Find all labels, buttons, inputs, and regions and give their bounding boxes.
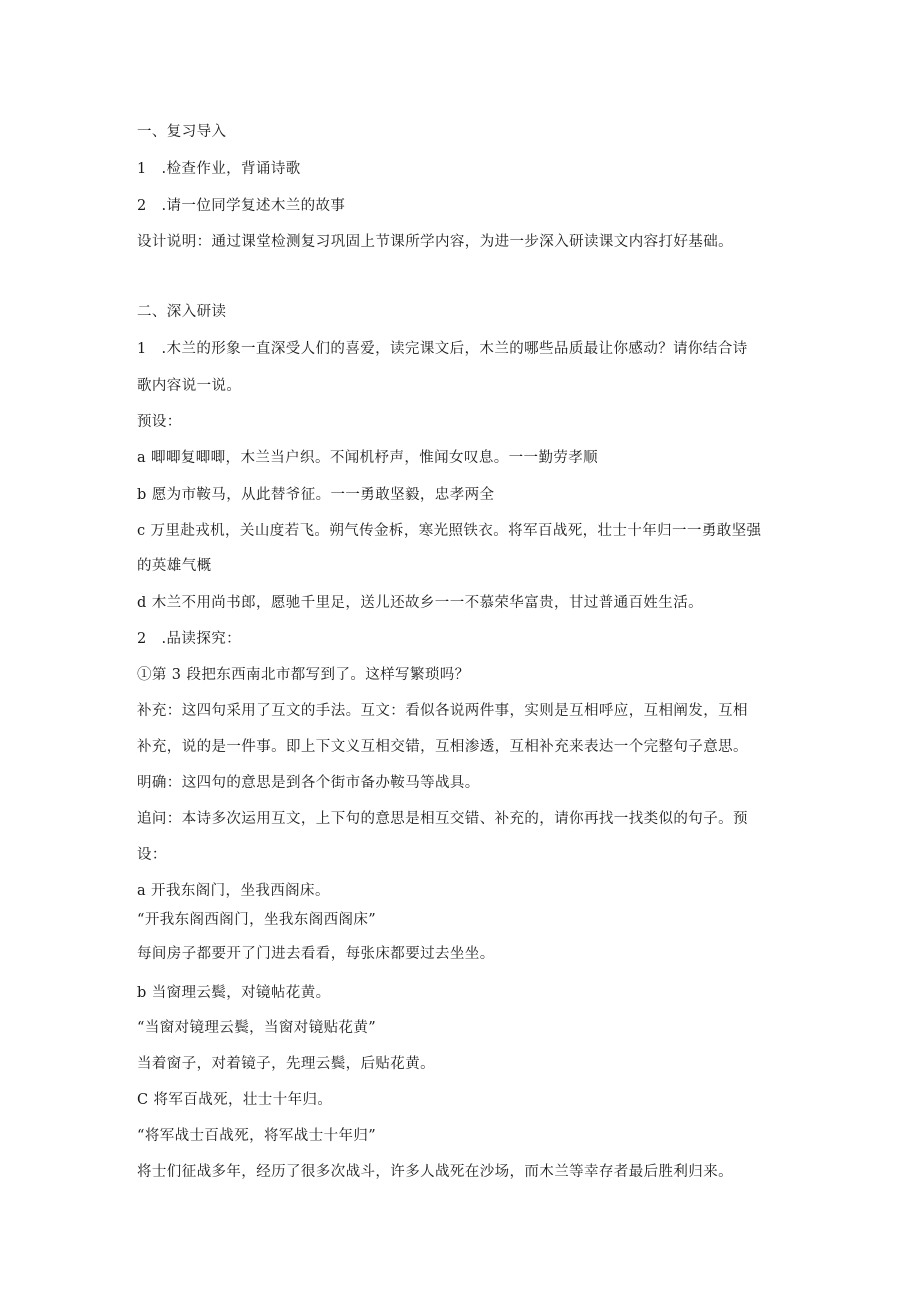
preset-label: 预设： xyxy=(137,414,182,430)
example-b-expanded: “当窗对镜理云鬓，当窗对镜贴花黄” xyxy=(137,1020,377,1036)
supplement-line-1: 补充：这四句采用了互文的手法。互文：看似各说两件事，实则是互相呼应，互相阐发，互相 xyxy=(137,703,748,719)
answer-d: d 木兰不用尚书郎，愿驰千里足，送儿还故乡一一不慕荣华富贵，甘过普通百姓生活。 xyxy=(137,595,703,611)
example-c-expanded: “将军战士百战死，将军战士十年归” xyxy=(137,1128,377,1144)
question-2: 2 .品读探究： xyxy=(137,631,242,647)
clarification: 明确：这四句的意思是到各个街市备办鞍马等战具。 xyxy=(137,775,480,791)
follow-up-line-2: 设： xyxy=(137,847,167,863)
example-b-meaning: 当着窗子，对着镜子，先理云鬓，后贴花黄。 xyxy=(137,1056,435,1072)
answer-c-line-2: 的英雄气概 xyxy=(137,558,212,574)
example-b: b 当窗理云鬓，对镜帖花黄。 xyxy=(137,985,331,1001)
question-1-line-2: 歌内容说一说。 xyxy=(137,378,242,394)
question-1-line-1: 1 .木兰的形象一直深受人们的喜爱，读完课文后，木兰的哪些品质最让你感动？请你结合诗 xyxy=(137,341,748,357)
example-c: C 将军百战死，壮士十年归。 xyxy=(137,1092,333,1108)
example-a: a 开我东阁门，坐我西阁床。 xyxy=(137,883,330,899)
example-a-meaning: 每间房子都要开了门进去看看，每张床都要过去坐坐。 xyxy=(137,946,495,962)
answer-b: b 愿为市鞍马，从此替爷征。一一勇敢坚毅，忠孝两全 xyxy=(137,487,495,503)
answer-c-line-1: c 万里赴戎机，关山度若飞。朔气传金柝，寒光照铁衣。将军百战死，壮士十年归一一勇敢坚强 xyxy=(137,523,762,539)
section-heading-review: 一、复习导入 xyxy=(137,124,227,140)
design-note: 设计说明：通过课堂检测复习巩固上节课所学内容，为进一步深入研读课文内容打好基础。 xyxy=(137,234,733,250)
answer-a: a 唧唧复唧唧，木兰当户织。不闻机杼声，惟闻女叹息。一一勤劳孝顺 xyxy=(137,450,599,466)
follow-up-line-1: 追问：本诗多次运用互文，上下句的意思是相互交错、补充的，请你再找一找类似的句子。预 xyxy=(137,811,748,827)
question-2-1: ①第 3 段把东西南北市都写到了。这样写繁琐吗？ xyxy=(137,667,470,683)
example-c-meaning: 将士们征战多年，经历了很多次战斗，许多人战死在沙场，而木兰等幸存者最后胜利归来。 xyxy=(137,1164,733,1180)
supplement-line-2: 补充，说的是一件事。即上下文义互相交错，互相渗透，互相补充来表达一个完整句子意思。 xyxy=(137,739,748,755)
review-item-2: 2 .请一位同学复述木兰的故事 xyxy=(137,198,346,214)
section-heading-study: 二、深入研读 xyxy=(137,304,227,320)
example-a-expanded: “开我东阁西阁门，坐我东阁西阁床” xyxy=(137,912,377,928)
review-item-1: 1 .检查作业，背诵诗歌 xyxy=(137,161,301,177)
